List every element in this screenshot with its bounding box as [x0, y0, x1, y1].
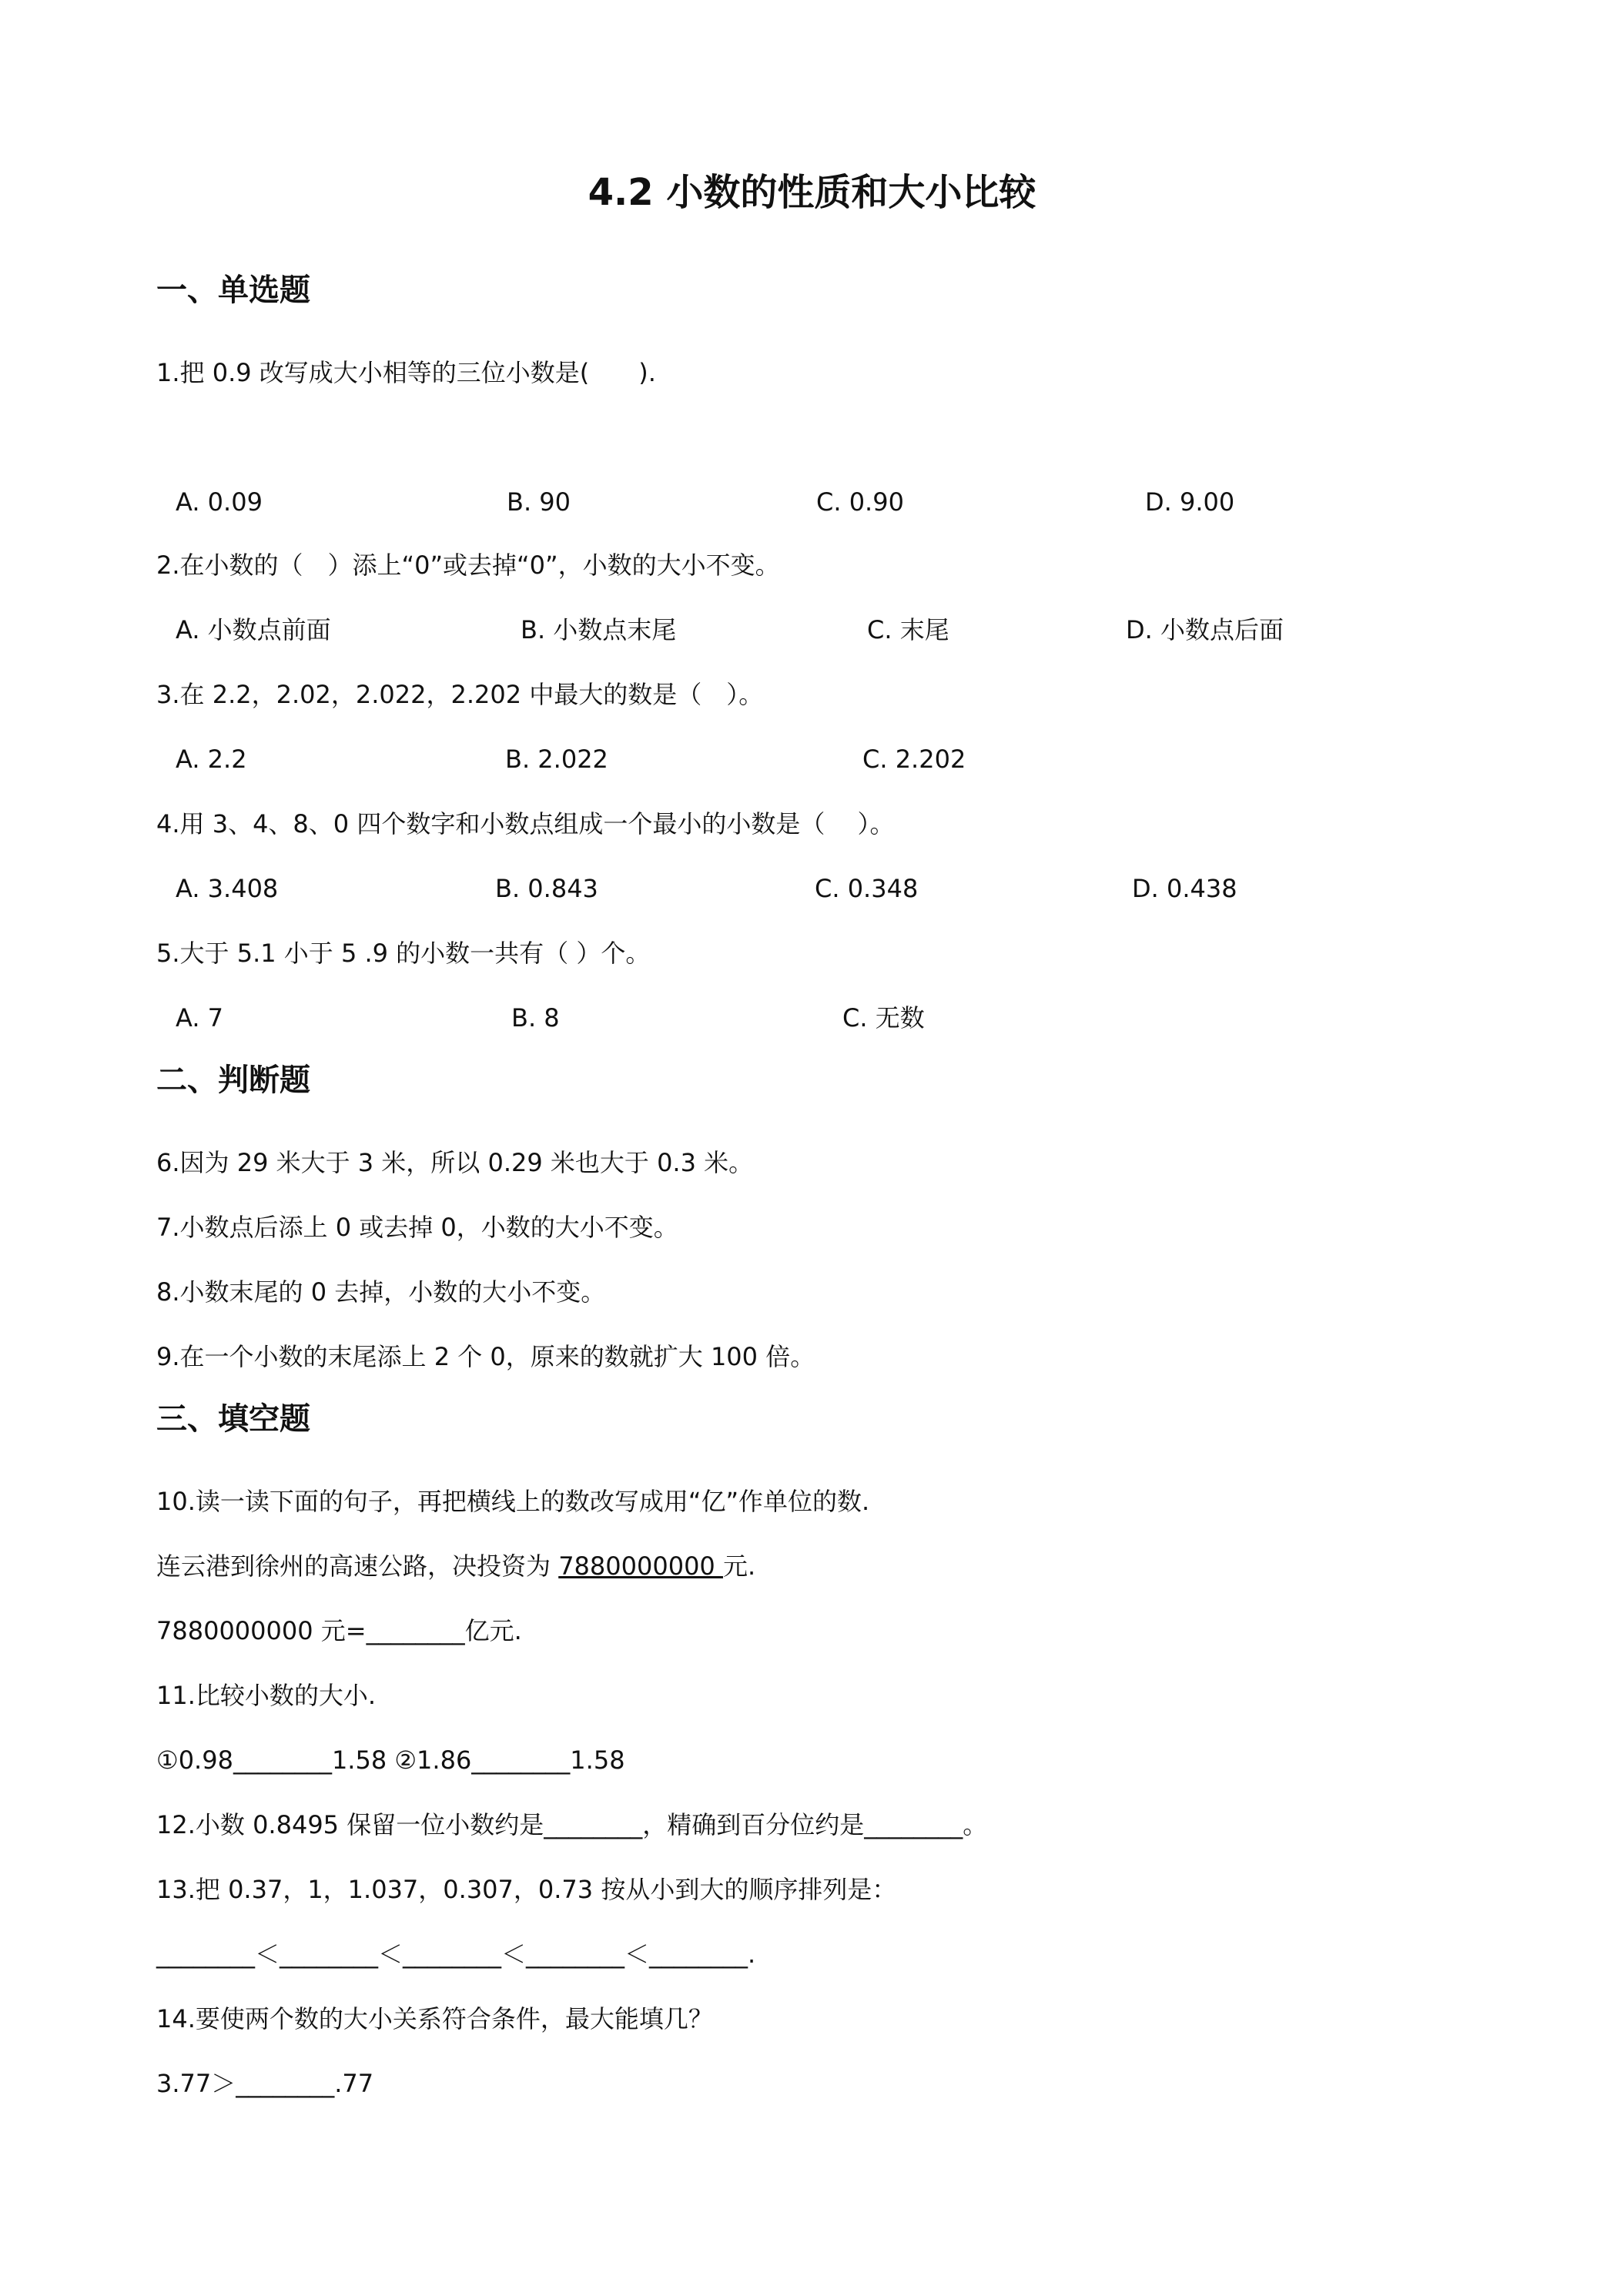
- question-5-option-b: B. 8: [511, 1003, 560, 1033]
- question-14-blank-line: 3.77＞________.77: [156, 2069, 374, 2098]
- question-3-option-a: A. 2.2: [176, 745, 247, 774]
- question-1-option-c: C. 0.90: [816, 487, 904, 517]
- question-5-stem: 5.大于 5.1 小于 5 .9 的小数一共有（ ）个。: [156, 939, 651, 968]
- question-2-option-c: C. 末尾: [867, 615, 949, 644]
- question-10-sentence-suffix: 元.: [722, 1551, 756, 1581]
- page-title: 4.2 小数的性质和大小比较: [588, 171, 1036, 214]
- question-3-stem: 3.在 2.2，2.02，2.022，2.202 中最大的数是（ ）。: [156, 680, 764, 709]
- question-10-underlined-number: 7880000000: [558, 1551, 723, 1581]
- question-1-option-b: B. 90: [507, 487, 571, 517]
- section-heading-true-false: 二、判断题: [156, 1063, 310, 1098]
- question-13-stem: 13.把 0.37，1，1.037，0.307，0.73 按从小到大的顺序排列是：: [156, 1875, 897, 1904]
- question-4-option-d: D. 0.438: [1132, 874, 1237, 903]
- question-2-option-d: D. 小数点后面: [1126, 615, 1284, 644]
- section-heading-fill-blank: 三、填空题: [156, 1401, 310, 1437]
- question-11-stem: 11.比较小数的大小.: [156, 1681, 377, 1710]
- question-3-option-c: C. 2.202: [862, 745, 966, 774]
- question-13-blank-line: ________＜________＜________＜________＜________.: [156, 1940, 756, 1969]
- question-10-sentence-prefix: 连云港到徐州的高速公路，决投资为: [156, 1551, 559, 1581]
- question-11-blank-line: ①0.98________1.58 ②1.86________1.58: [156, 1745, 625, 1775]
- question-4-option-b: B. 0.843: [495, 874, 598, 903]
- question-10-sentence: [156, 1549, 755, 1583]
- question-2-option-a: A. 小数点前面: [176, 615, 331, 644]
- question-2-option-b: B. 小数点末尾: [521, 615, 677, 644]
- question-10-blank-line: 7880000000 元=________亿元.: [156, 1616, 522, 1645]
- question-14-stem: 14.要使两个数的大小关系符合条件，最大能填几？: [156, 2004, 713, 2033]
- question-4-option-a: A. 3.408: [176, 874, 279, 903]
- section-heading-single-choice: 一、单选题: [156, 273, 310, 308]
- question-10-stem: 10.读一读下面的句子，再把横线上的数改写成用“亿”作单位的数.: [156, 1487, 870, 1516]
- question-4-stem: 4.用 3、4、8、0 四个数字和小数点组成一个最小的小数是（ ）。: [156, 809, 895, 838]
- question-1-stem: 1.把 0.9 改写成大小相等的三位小数是( ).: [156, 358, 656, 387]
- question-12-stem: 12.小数 0.8495 保留一位小数约是________，精确到百分位约是________。: [156, 1810, 988, 1839]
- question-4-option-c: C. 0.348: [815, 874, 919, 903]
- question-2-stem: 2.在小数的（ ）添上“0”或去掉“0”，小数的大小不变。: [156, 551, 780, 580]
- question-8-stem: 8.小数末尾的 0 去掉，小数的大小不变。: [156, 1277, 606, 1307]
- question-1-option-a: A. 0.09: [176, 487, 263, 517]
- question-6-stem: 6.因为 29 米大于 3 米，所以 0.29 米也大于 0.3 米。: [156, 1148, 754, 1177]
- question-1-option-d: D. 9.00: [1145, 487, 1235, 517]
- question-7-stem: 7.小数点后添上 0 或去掉 0，小数的大小不变。: [156, 1213, 678, 1242]
- question-5-option-a: A. 7: [176, 1003, 224, 1033]
- question-3-option-b: B. 2.022: [505, 745, 608, 774]
- question-5-option-c: C. 无数: [842, 1003, 925, 1033]
- question-9-stem: 9.在一个小数的末尾添上 2 个 0，原来的数就扩大 100 倍。: [156, 1342, 815, 1371]
